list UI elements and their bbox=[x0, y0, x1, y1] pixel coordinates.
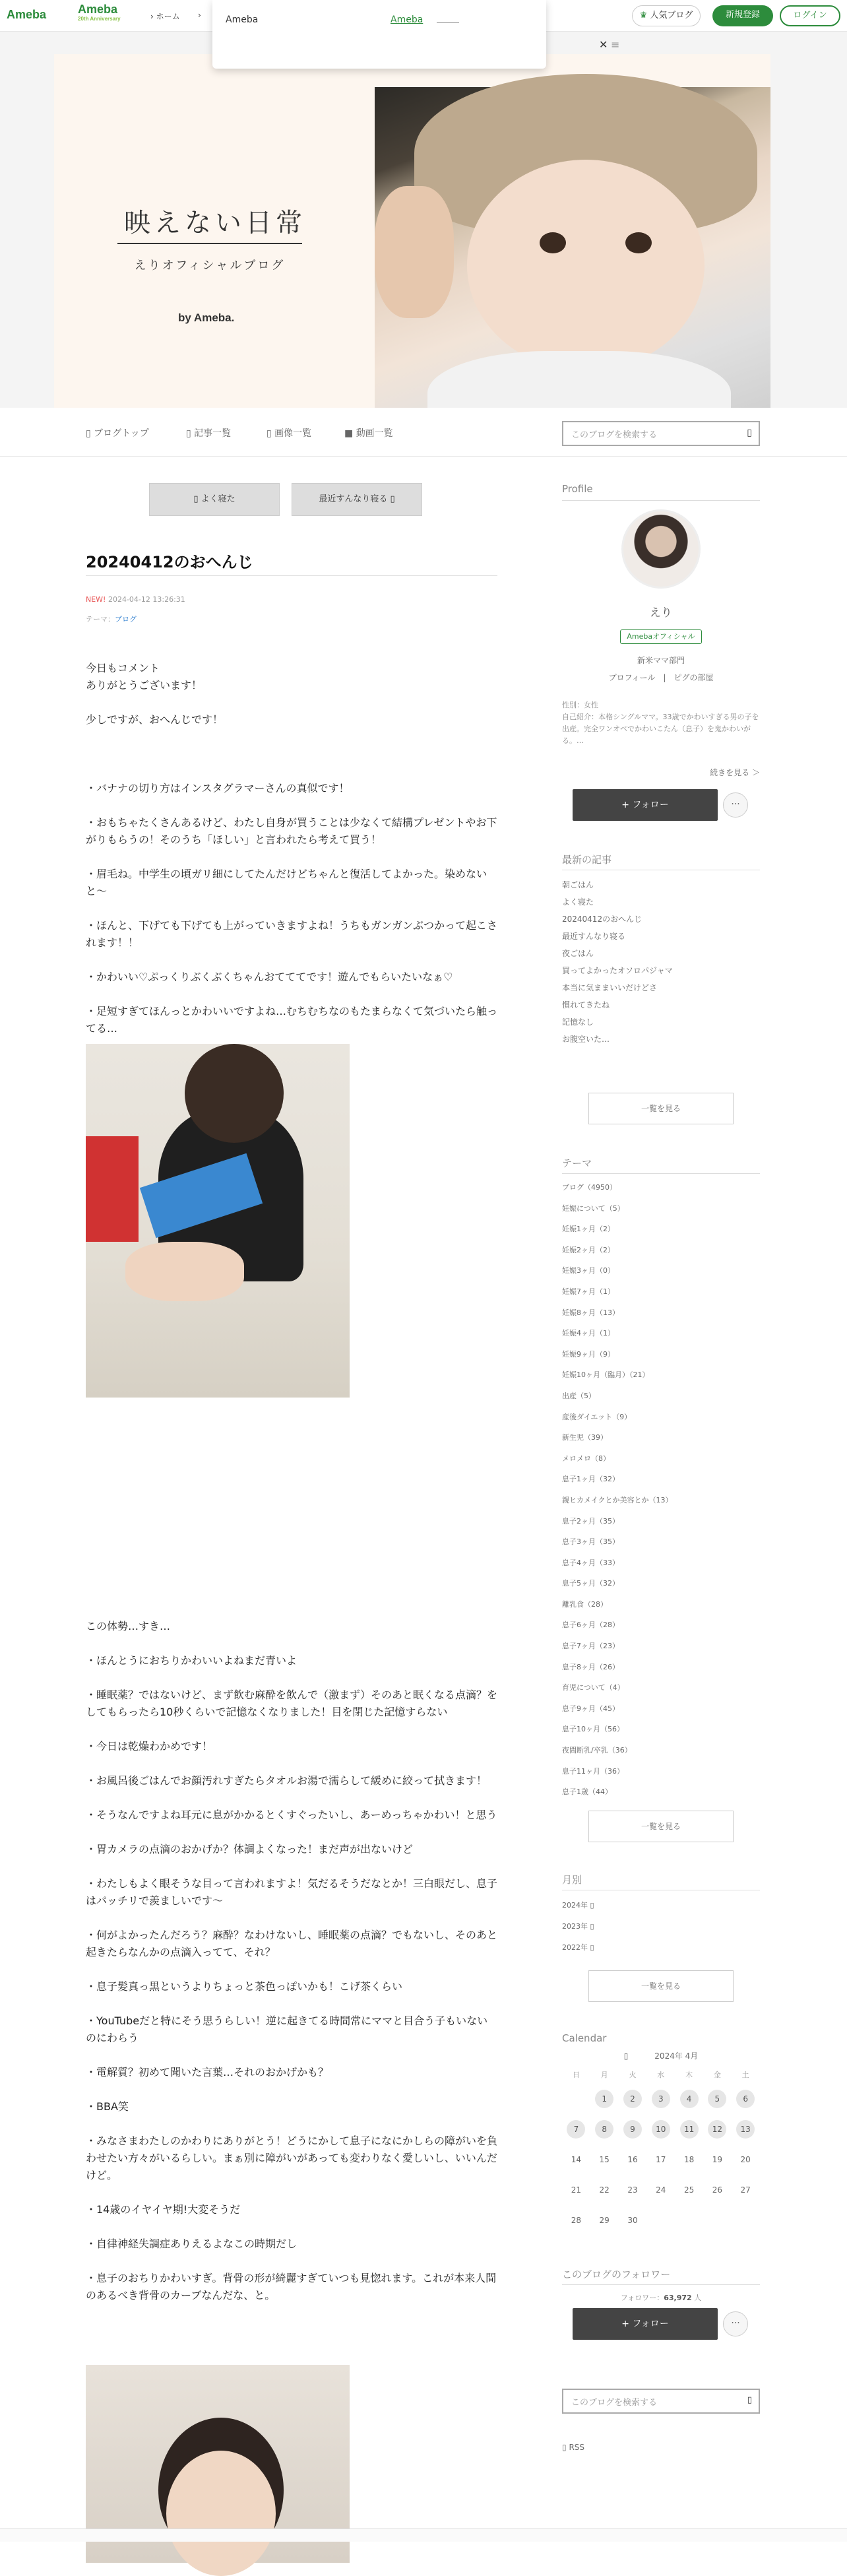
calendar-day-label: 2 bbox=[623, 2090, 642, 2108]
recent-item[interactable]: よく寝た bbox=[562, 897, 594, 907]
month-list bbox=[562, 1895, 760, 1958]
followers-unit: 人 bbox=[694, 2294, 702, 2302]
ameba-logo-text: Ameba bbox=[7, 8, 47, 21]
recent-item[interactable]: 夜ごはん bbox=[562, 949, 594, 958]
blog-search-placeholder: このブログを検索する bbox=[571, 430, 658, 440]
sidebar-search-placeholder: このブログを検索する bbox=[571, 2398, 658, 2408]
body-paragraph: ・わたしもよく眼そうな目って言われますよ！気だるそうだなとか！三白眼だし、息子はパッチリで羨ましいです〜 bbox=[86, 1877, 498, 1907]
theme-item[interactable]: 離乳食（28） bbox=[562, 1599, 608, 1609]
photo2-child-face bbox=[166, 2451, 276, 2576]
next-article-label: 最近すんなり寝る bbox=[319, 494, 388, 504]
calendar-day-label: 10 bbox=[652, 2120, 670, 2139]
bottom-bar bbox=[0, 2528, 847, 2542]
theme-item[interactable]: 息子11ヶ月（36） bbox=[562, 1766, 624, 1776]
by-ameba-label: by Ameba. bbox=[178, 311, 235, 324]
calendar-day-label: 12 bbox=[708, 2120, 726, 2139]
anniversary-label: 20th Anniversary bbox=[78, 16, 121, 22]
body-paragraph: ・眉毛ね。中学生の頃ガリ細にしてたんだけどちゃんと復活してよかった。染めないと〜 bbox=[86, 868, 487, 897]
article-date bbox=[86, 595, 185, 604]
calendar-day: 21 bbox=[571, 2185, 582, 2195]
body-paragraph: ・今日は乾燥わかめです！ bbox=[86, 1740, 213, 1753]
popup-link[interactable]: Ameba bbox=[391, 15, 424, 25]
theme-list-button[interactable]: 一覧を見る bbox=[588, 1811, 734, 1842]
header-photo-eye-left bbox=[540, 232, 566, 253]
search-icon[interactable]: ▯ bbox=[747, 2395, 752, 2405]
month-item-label: 2022年 bbox=[562, 1943, 588, 1952]
sidebar-search-input[interactable] bbox=[562, 2389, 760, 2414]
followers-number: 63,972 bbox=[664, 2294, 692, 2302]
calendar-day[interactable] bbox=[703, 2120, 732, 2139]
new-badge: NEW! bbox=[86, 595, 106, 604]
body-paragraph: ・ほんとうにおちりかわいいよねまだ青いよ bbox=[86, 1654, 298, 1667]
nav-video-list[interactable] bbox=[344, 426, 393, 439]
body-paragraph: 今日もコメント ありがとうございます！ bbox=[86, 662, 203, 692]
calendar-day: 27 bbox=[740, 2185, 751, 2195]
month-item[interactable] bbox=[562, 1916, 760, 1937]
recent-item[interactable]: 朝ごはん bbox=[562, 880, 594, 889]
theme-item[interactable]: 産後ダイエット（9） bbox=[562, 1412, 632, 1421]
profile-links: プロフィール | ピグの部屋 bbox=[608, 673, 714, 682]
theme-divider bbox=[562, 1173, 760, 1174]
blog-top-icon: ▯ bbox=[86, 428, 91, 439]
body-paragraph: ・お風呂後ごはんでお顔汚れすぎたらタオルお湯で濡らして緩めに絞って拭きます！ bbox=[86, 1774, 487, 1787]
title-divider bbox=[117, 243, 302, 244]
breadcrumb-home[interactable]: › ホーム bbox=[150, 12, 180, 21]
profile-more-link[interactable]: 続きを見る ＞ bbox=[710, 768, 760, 777]
crown-icon: ♛ bbox=[639, 11, 648, 20]
calendar-day-label: 7 bbox=[567, 2120, 585, 2139]
register-button[interactable] bbox=[712, 5, 773, 26]
calendar-day: 26 bbox=[712, 2185, 723, 2195]
calendar-day-label: 5 bbox=[708, 2090, 726, 2108]
calendar-day-label: 9 bbox=[623, 2120, 642, 2139]
header-photo-eye-right bbox=[625, 232, 652, 253]
calendar-day: 30 bbox=[627, 2216, 638, 2225]
theme-item[interactable]: 妊娠について（5） bbox=[562, 1204, 625, 1213]
ameba-20th-logo-text: Ameba bbox=[78, 3, 118, 16]
chevron-right-icon: ▯ bbox=[390, 494, 395, 504]
dow-label: 土 bbox=[741, 2071, 749, 2079]
theme-item[interactable]: 妊娠1ヶ月（2） bbox=[562, 1225, 615, 1234]
theme-item[interactable]: 妊娠4ヶ月（1） bbox=[562, 1329, 615, 1338]
nav-image-list[interactable] bbox=[267, 426, 311, 439]
recent-item[interactable]: 慣れてきたね bbox=[562, 1000, 610, 1010]
prev-article-label: よく寝た bbox=[201, 494, 235, 504]
calendar-day-label: 13 bbox=[736, 2120, 755, 2139]
close-icon[interactable]: ✕ bbox=[599, 38, 608, 51]
calendar-day: 29 bbox=[599, 2216, 610, 2225]
body-paragraph: ・バナナの切り方はインスタグラマーさんの真似です！ bbox=[86, 782, 350, 794]
theme-item[interactable]: 息子5ヶ月（32） bbox=[562, 1579, 619, 1588]
recent-heading: 最新の記事 bbox=[562, 854, 612, 866]
calendar-day[interactable] bbox=[675, 2090, 703, 2108]
recent-list bbox=[562, 876, 760, 1048]
theme-label: テーマ： bbox=[86, 615, 115, 624]
nav-article-list[interactable] bbox=[186, 426, 231, 439]
body-paragraph: ・何がよかったんだろう？麻酔？なわけないし、睡眠薬の点滴？でもないし、そのあと起きたらなんかの点滴入ってて、それ？ bbox=[86, 1929, 498, 1958]
dow-label: 木 bbox=[685, 2071, 693, 2079]
login-button[interactable] bbox=[780, 5, 840, 26]
dow-label: 日 bbox=[572, 2071, 580, 2079]
nav-article-list-label: 記事一覧 bbox=[194, 428, 232, 439]
header-photo-face bbox=[467, 160, 705, 371]
theme-item[interactable]: 息子8ヶ月（26） bbox=[562, 1662, 619, 1671]
calendar-day-label: 4 bbox=[680, 2090, 699, 2108]
profile-gender: 性別：女性 bbox=[562, 701, 598, 709]
calendar-day-label: 8 bbox=[595, 2120, 613, 2139]
theme-item[interactable]: 夜間断乳/卒乳（36） bbox=[562, 1746, 632, 1755]
month-list-button[interactable]: 一覧を見る bbox=[588, 1970, 734, 2002]
theme-item[interactable]: 息子3ヶ月（35） bbox=[562, 1537, 619, 1547]
recent-item[interactable]: 記憶なし bbox=[562, 1017, 594, 1027]
profile-bio bbox=[562, 699, 760, 745]
theme-item[interactable]: 妊娠3ヶ月（0） bbox=[562, 1266, 615, 1275]
calendar bbox=[562, 2047, 760, 2236]
recent-item[interactable]: 20240412のおへんじ bbox=[562, 915, 643, 924]
calendar-day: 18 bbox=[683, 2155, 695, 2164]
avatar[interactable] bbox=[621, 509, 701, 589]
nav-video-list-label: 動画一覧 bbox=[356, 428, 393, 439]
article-theme bbox=[86, 614, 137, 624]
theme-item[interactable]: 息子7ヶ月（23） bbox=[562, 1642, 619, 1651]
theme-item[interactable]: 息子4ヶ月（33） bbox=[562, 1558, 619, 1567]
popup-label: Ameba bbox=[226, 15, 259, 25]
body-paragraph: ・胃カメラの点滴のおかげか？体調よくなった！まだ声が出ないけど bbox=[86, 1843, 414, 1855]
popular-blog-button[interactable] bbox=[632, 5, 701, 26]
menu-icon[interactable]: ≡ bbox=[611, 38, 620, 51]
body-paragraph: ・睡眠薬？ではないけど、まず飲む麻酔を飲んで（激まず）そのあと眠くなる点滴？をしてもらったら10秒くらいで記憶なくなりました！目を閉じた記憶すらない bbox=[86, 1689, 498, 1718]
calendar-day[interactable] bbox=[732, 2120, 760, 2139]
photo-board bbox=[86, 1136, 139, 1242]
popular-blog-label: 人気ブログ bbox=[650, 11, 693, 20]
nav-blog-top[interactable] bbox=[86, 426, 149, 439]
theme-item[interactable]: 育児について（4） bbox=[562, 1683, 625, 1692]
calendar-day[interactable] bbox=[675, 2120, 703, 2139]
month-item[interactable] bbox=[562, 1937, 760, 1958]
photo-child-head bbox=[185, 1044, 284, 1143]
theme-item[interactable]: 息子10ヶ月（56） bbox=[562, 1725, 624, 1734]
body-paragraph: ・おもちゃたくさんあるけど、わたし自身が買うことは少なくて結構プレゼントやお下がりもらうの！そのうち「ほしい」と言われたら考えて買う！ bbox=[86, 816, 497, 846]
dow-label: 火 bbox=[629, 2071, 637, 2079]
theme-item[interactable]: 妊娠10ヶ月（臨月）（21） bbox=[562, 1370, 650, 1380]
body-paragraph: ・YouTubeだと特にそう思うらしい！逆に起きてる時間常にママと目合う子もいないのにわらう bbox=[86, 2014, 488, 2044]
profile-heading: Profile bbox=[562, 483, 593, 495]
header-photo bbox=[375, 87, 770, 417]
calendar-day[interactable] bbox=[619, 2090, 647, 2108]
recent-item[interactable]: 買ってよかったオソロパジャマ bbox=[562, 966, 673, 975]
calendar-dow-row bbox=[562, 2065, 760, 2084]
body-paragraph: ・14歳のイヤイヤ期!大変そうだ bbox=[86, 2203, 241, 2216]
dow-label: 水 bbox=[657, 2071, 665, 2079]
calendar-day-label: 3 bbox=[652, 2090, 670, 2108]
body-paragraph: ・ほんと、下げても下げても上がっていきますよね！うちもガンガンぶつかって起こされます！！ bbox=[86, 919, 498, 949]
month-item-label: 2023年 bbox=[562, 1922, 588, 1931]
body-paragraph: ・かわいい♡ぷっくりぶくぶくちゃんおてててです！遊んでもらいたいなぁ♡ bbox=[86, 971, 453, 983]
blog-title[interactable]: 映えない日常 bbox=[124, 208, 306, 238]
body-paragraph: ・BBA笑 bbox=[86, 2100, 129, 2113]
next-article-button[interactable] bbox=[292, 483, 422, 516]
blog-subtitle: えりオフィシャルブログ bbox=[134, 259, 286, 273]
recent-list-button[interactable]: 一覧を見る bbox=[588, 1093, 734, 1124]
calendar-month-nav bbox=[562, 2047, 760, 2065]
calendar-day[interactable] bbox=[562, 2120, 590, 2139]
calendar-day[interactable] bbox=[646, 2120, 675, 2139]
theme-item[interactable]: 妊娠7ヶ月（1） bbox=[562, 1287, 615, 1296]
body-paragraph: ・息子のおちりかわいすぎ。背骨の形が綺麗すぎていつも見惚れます。これが本来人間のあるべき背骨のカーブなんだな、と。 bbox=[86, 2272, 497, 2302]
nav-image-list-label: 画像一覧 bbox=[274, 428, 312, 439]
calendar-day: 28 bbox=[571, 2216, 582, 2225]
breadcrumb-home-label: ホーム bbox=[156, 12, 180, 21]
followers-divider bbox=[562, 2284, 760, 2285]
body-paragraph: ・みなさまわたしのかわりにありがとう！どうにかして息子になにかしらの障がいを負わせたい方々がいるらしい。まぁ別に障がいがあっても変わりなく愛しいし、いいんだけど。 bbox=[86, 2135, 498, 2181]
title-divider bbox=[86, 575, 497, 576]
followers-count bbox=[562, 2292, 760, 2303]
body-paragraph: ・そうなんですよね耳元に息がかかるとくすぐったいし、あーめっちゃかわい！と思う bbox=[86, 1809, 497, 1821]
blog-header bbox=[0, 32, 847, 408]
calendar-title: 2024年 4月 bbox=[654, 2051, 699, 2061]
body-paragraph: この体勢…すき… bbox=[86, 1620, 171, 1632]
theme-item[interactable]: 息子1歳（44） bbox=[562, 1787, 612, 1797]
body-paragraph: ・足短すぎてほんっとかわいいですよね…むちむちなのもたまらなくて気づいたら触ってる… bbox=[86, 1005, 498, 1035]
calendar-day: 14 bbox=[571, 2155, 582, 2164]
breadcrumb-separator: › bbox=[198, 11, 201, 20]
theme-heading: テーマ bbox=[562, 1157, 592, 1169]
calendar-week bbox=[562, 2114, 760, 2144]
theme-item[interactable]: 息子1ヶ月（32） bbox=[562, 1475, 619, 1484]
calendar-week bbox=[562, 2205, 760, 2236]
article-body bbox=[86, 660, 497, 1037]
body-paragraph: ・電解質？初めて聞いた言葉…それのおかげかも？ bbox=[86, 2066, 329, 2078]
calendar-day: 22 bbox=[599, 2185, 610, 2195]
calendar-day[interactable] bbox=[732, 2090, 760, 2108]
calendar-day-label: 6 bbox=[736, 2090, 755, 2108]
calendar-day[interactable] bbox=[646, 2090, 675, 2108]
calendar-day: 25 bbox=[683, 2185, 695, 2195]
article-datetime: 2024-04-12 13:26:31 bbox=[108, 595, 185, 604]
calendar-day[interactable] bbox=[703, 2090, 732, 2108]
header-photo-hand bbox=[375, 186, 454, 318]
profile-name[interactable]: えり bbox=[650, 606, 672, 620]
calendar-week bbox=[562, 2084, 760, 2114]
calendar-week bbox=[562, 2175, 760, 2205]
recent-item[interactable]: お腹空いた… bbox=[562, 1035, 610, 1044]
official-badge: Amebaオフィシャル bbox=[620, 629, 702, 644]
calendar-day: 19 bbox=[712, 2155, 723, 2164]
nav-blog-top-label: ブログトップ bbox=[94, 428, 149, 439]
rss-link[interactable] bbox=[562, 2443, 584, 2452]
calendar-day: 16 bbox=[627, 2155, 638, 2164]
register-label: 新規登録 bbox=[725, 10, 760, 20]
theme-link[interactable]: ブログ bbox=[115, 615, 137, 624]
theme-item[interactable]: 出産（5） bbox=[562, 1391, 596, 1400]
followers-label: フォロワー： bbox=[620, 2294, 664, 2302]
blog-nav bbox=[0, 408, 847, 457]
dow-label: 金 bbox=[713, 2071, 721, 2079]
theme-item[interactable]: 息子9ヶ月（45） bbox=[562, 1704, 619, 1713]
calendar-day: 24 bbox=[656, 2185, 666, 2195]
profile-link[interactable]: プロフィール bbox=[608, 673, 656, 682]
photo-child-leg bbox=[125, 1242, 244, 1301]
video-icon: ■ bbox=[344, 428, 354, 439]
follow-button[interactable]: + フォロー bbox=[573, 789, 718, 821]
theme-item[interactable]: メロメロ（8） bbox=[562, 1454, 610, 1463]
rss-label: RSS bbox=[569, 2443, 585, 2452]
chevron-icon: ▯ bbox=[590, 1922, 594, 1931]
calendar-day: 17 bbox=[656, 2155, 666, 2164]
more-options-button[interactable]: ··· bbox=[723, 792, 748, 818]
rss-icon: ▯ bbox=[562, 2443, 567, 2452]
calendar-heading: Calendar bbox=[562, 2032, 607, 2044]
login-label: ログイン bbox=[793, 11, 827, 20]
profile-divider bbox=[562, 500, 760, 501]
chevron-icon: ▯ bbox=[590, 1901, 594, 1910]
calendar-day: 23 bbox=[627, 2185, 638, 2195]
body-paragraph: ・自律神経失調症ありえるよなこの時期だし bbox=[86, 2238, 298, 2250]
chevron-icon: ▯ bbox=[590, 1943, 594, 1952]
theme-item[interactable]: 息子2ヶ月（35） bbox=[562, 1516, 619, 1526]
calendar-day-label: 11 bbox=[680, 2120, 699, 2139]
calendar-day[interactable] bbox=[619, 2120, 647, 2139]
list-icon: ▯ bbox=[186, 428, 191, 439]
month-heading: 月別 bbox=[562, 1874, 582, 1886]
body-paragraph: 少しですが、おへんじです！ bbox=[86, 713, 224, 726]
recent-item[interactable]: 最近すんなり寝る bbox=[562, 932, 626, 941]
theme-item[interactable]: 妊娠8ヶ月（13） bbox=[562, 1308, 619, 1317]
theme-item[interactable]: 妊娠2ヶ月（2） bbox=[562, 1245, 615, 1254]
popup-dialog bbox=[212, 0, 620, 69]
month-item[interactable] bbox=[562, 1895, 760, 1916]
theme-item[interactable]: 息子6ヶ月（28） bbox=[562, 1621, 619, 1630]
image-icon: ▯ bbox=[267, 428, 272, 439]
search-icon[interactable]: ▯ bbox=[747, 428, 752, 438]
calendar-day: 20 bbox=[740, 2155, 751, 2164]
blog-search-input[interactable] bbox=[562, 421, 760, 446]
article-body-continued bbox=[86, 1618, 497, 2304]
theme-item[interactable]: 妊娠9ヶ月（9） bbox=[562, 1349, 615, 1359]
ameba-20th-logo[interactable] bbox=[78, 3, 121, 22]
pigg-link[interactable]: ピグの部屋 bbox=[674, 673, 714, 682]
article-photo[interactable] bbox=[86, 1044, 350, 1398]
prev-article-button[interactable] bbox=[149, 483, 280, 516]
profile-intro: 自己紹介：本格シングルママ。33歳でかわいすぎる男の子を出産。完全ワンオペでかわいこたん（息子）を鬼かわいがる。… bbox=[562, 713, 759, 745]
theme-item[interactable]: ブログ（4950） bbox=[562, 1183, 617, 1192]
chevron-left-icon: ▯ bbox=[193, 494, 199, 504]
calendar-day: 15 bbox=[599, 2155, 610, 2164]
follow-button-2[interactable]: + フォロー bbox=[573, 2308, 718, 2340]
month-item-label: 2024年 bbox=[562, 1901, 588, 1910]
calendar-day[interactable] bbox=[590, 2120, 619, 2139]
theme-item[interactable]: 親ヒカメイクとか美容とか（13） bbox=[562, 1495, 673, 1504]
calendar-day-label: 1 bbox=[595, 2090, 613, 2108]
profile-category: 新米ママ部門 bbox=[637, 656, 685, 665]
recent-item[interactable]: 本当に気ままいいだけどさ bbox=[562, 983, 658, 992]
calendar-week bbox=[562, 2144, 760, 2175]
theme-list bbox=[562, 1177, 760, 1803]
calendar-day[interactable] bbox=[590, 2090, 619, 2108]
followers-heading: このブログのフォロワー bbox=[562, 2269, 671, 2280]
dow-label: 月 bbox=[600, 2071, 608, 2079]
article-title[interactable]: 20240412のおへんじ bbox=[86, 553, 253, 571]
popup-underline bbox=[437, 22, 459, 23]
theme-item[interactable]: 新生児（39） bbox=[562, 1433, 608, 1442]
more-options-button-2[interactable]: ··· bbox=[723, 2311, 748, 2336]
ameba-logo[interactable] bbox=[7, 8, 46, 22]
body-paragraph: ・息子髪真っ黒というよりちょっと茶色っぽいかも！こげ茶くらい bbox=[86, 1980, 403, 1993]
chevron-left-icon[interactable]: ▯ bbox=[623, 2051, 629, 2061]
